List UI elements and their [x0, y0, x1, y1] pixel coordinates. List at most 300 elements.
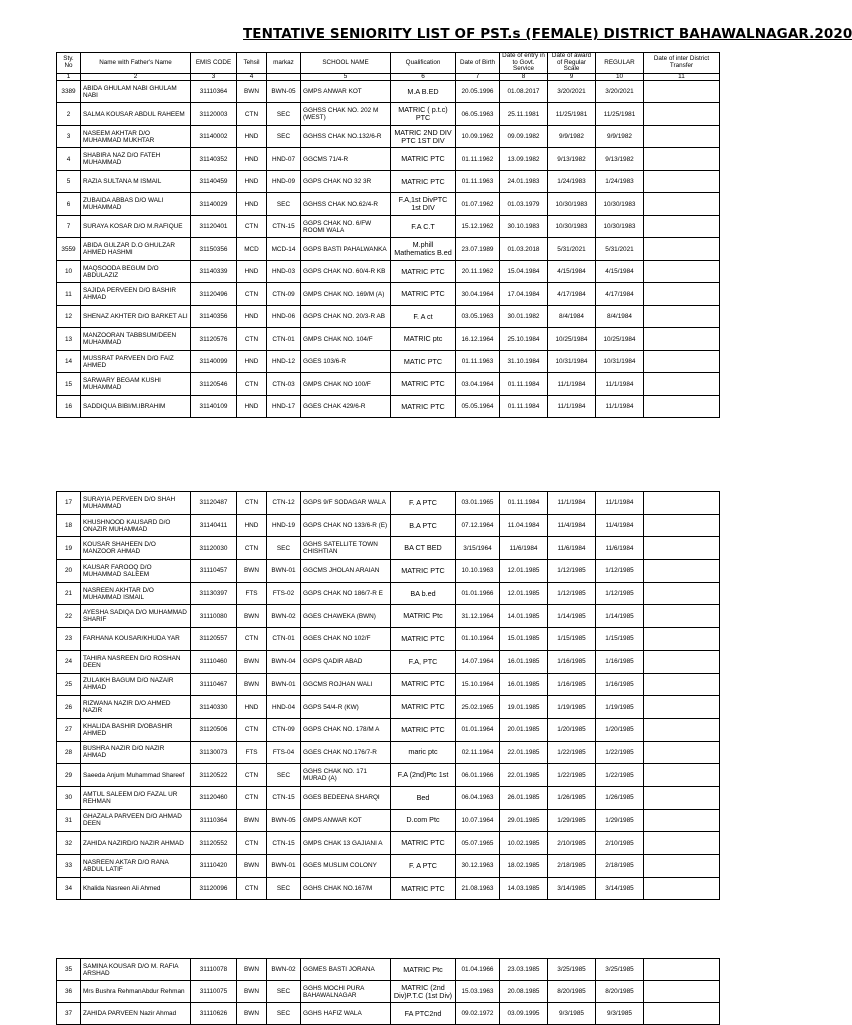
cell-tehsil: BWN — [237, 605, 267, 628]
cell-markaz: SEC — [267, 193, 301, 216]
cell-regular: 1/14/1985 — [596, 605, 644, 628]
cell-markaz: FTS-02 — [267, 582, 301, 605]
cell-sty-no: 19 — [57, 537, 81, 560]
cell-date-of-award: 4/15/1984 — [548, 260, 596, 283]
cell-markaz: HND-06 — [267, 305, 301, 328]
cell-date-of-entry: 01.11.1984 — [500, 373, 548, 396]
cell-tehsil: FTS — [237, 741, 267, 764]
cell-sty-no: 29 — [57, 764, 81, 787]
cell-tehsil: HND — [237, 696, 267, 719]
cell-regular: 9/3/1985 — [596, 1003, 644, 1025]
cell-sty-no: 36 — [57, 981, 81, 1003]
table-row — [57, 741, 720, 764]
cell-emis-code: 31110075 — [191, 981, 237, 1003]
cell-date-of-birth: 03.01.1965 — [456, 492, 500, 515]
cell-qualification: F. A ct — [391, 305, 456, 328]
cell-tehsil: BWN — [237, 1003, 267, 1025]
cell-date-of-birth: 01.01.1964 — [456, 718, 500, 741]
cell-date-of-award: 8/20/1985 — [548, 981, 596, 1003]
cell-qualification: MATRIC PTC — [391, 148, 456, 171]
cell-date-of-transfer — [644, 855, 720, 878]
table-row — [57, 125, 720, 148]
col-number-date-of-birth: 7 — [456, 73, 500, 80]
cell-date-of-transfer — [644, 809, 720, 832]
cell-regular: 1/20/1985 — [596, 718, 644, 741]
cell-sty-no: 10 — [57, 260, 81, 283]
cell-name: Mrs Bushra RehmanAbdur Rehman — [81, 981, 191, 1003]
cell-name: Saeeda Anjum Muhammad Shareef — [81, 764, 191, 787]
cell-date-of-transfer — [644, 560, 720, 583]
cell-name: SADDIQUA BIBI/M.IBRAHIM — [81, 395, 191, 418]
cell-date-of-birth: 20.11.1962 — [456, 260, 500, 283]
cell-date-of-birth: 01.11.1962 — [456, 148, 500, 171]
cell-markaz: SEC — [267, 1003, 301, 1025]
cell-name: MAQSOODA BEGUM D/O ABDULAZIZ — [81, 260, 191, 283]
cell-date-of-award: 1/19/1985 — [548, 696, 596, 719]
cell-date-of-birth: 14.07.1964 — [456, 650, 500, 673]
cell-date-of-award: 11/1/1984 — [548, 395, 596, 418]
cell-name: TAHIRA NASREEN D/O ROSHAN DEEN — [81, 650, 191, 673]
cell-emis-code: 31140109 — [191, 395, 237, 418]
seniority-table-section-3 — [56, 958, 720, 1025]
cell-date-of-transfer — [644, 238, 720, 261]
cell-school-name: GGHSS CHAK NO.132/6-R — [301, 125, 391, 148]
cell-markaz: SEC — [267, 537, 301, 560]
cell-emis-code: 31120506 — [191, 718, 237, 741]
cell-date-of-award: 8/4/1984 — [548, 305, 596, 328]
col-number-name: 2 — [81, 73, 191, 80]
cell-school-name: GGPS CHAK NO. 60/4-R KB — [301, 260, 391, 283]
cell-sty-no: 33 — [57, 855, 81, 878]
cell-markaz: CTN-01 — [267, 328, 301, 351]
table-row — [57, 514, 720, 537]
cell-regular: 1/12/1985 — [596, 560, 644, 583]
cell-qualification: M.A B.ED — [391, 80, 456, 103]
cell-markaz: BWN-01 — [267, 855, 301, 878]
cell-school-name: GGES MUSLIM COLONY — [301, 855, 391, 878]
cell-school-name: GGES BEDEENA SHARQI — [301, 786, 391, 809]
cell-date-of-birth: 20.05.1996 — [456, 80, 500, 103]
cell-date-of-birth: 06.05.1963 — [456, 103, 500, 126]
cell-school-name: GGHS HAFIZ WALA — [301, 1003, 391, 1025]
cell-date-of-birth: 03.04.1964 — [456, 373, 500, 396]
cell-school-name: GMPS ANWAR KOT — [301, 80, 391, 103]
table-row — [57, 148, 720, 171]
cell-date-of-birth: 01.11.1963 — [456, 350, 500, 373]
cell-date-of-transfer — [644, 673, 720, 696]
cell-tehsil: BWN — [237, 673, 267, 696]
cell-tehsil: CTN — [237, 283, 267, 306]
cell-date-of-entry: 09.09.1982 — [500, 125, 548, 148]
cell-qualification: FA PTC2nd — [391, 1003, 456, 1025]
cell-date-of-transfer — [644, 696, 720, 719]
cell-school-name: GGES CHAK NO.176/7-R — [301, 741, 391, 764]
cell-emis-code: 31110420 — [191, 855, 237, 878]
cell-name: NASEEM AKHTAR D/O MUHAMMAD MUKHTAR — [81, 125, 191, 148]
col-number-qualification: 6 — [391, 73, 456, 80]
cell-date-of-birth: 15.03.1963 — [456, 981, 500, 1003]
cell-date-of-award: 1/16/1985 — [548, 650, 596, 673]
cell-school-name: GGCMS JHOLAN ARAIAN — [301, 560, 391, 583]
cell-date-of-transfer — [644, 582, 720, 605]
cell-school-name: GGES CHAWEKA (BWN) — [301, 605, 391, 628]
cell-tehsil: MCD — [237, 238, 267, 261]
cell-regular: 10/25/1984 — [596, 328, 644, 351]
cell-name: KAUSAR FAROOQ D/O MUHAMMAD SALEEM — [81, 560, 191, 583]
table-row — [57, 305, 720, 328]
cell-name: Khalida Nasreen Ali Ahmed — [81, 877, 191, 900]
cell-name: RAZIA SULTANA M ISMAIL — [81, 170, 191, 193]
table-row — [57, 492, 720, 515]
cell-qualification: B.A PTC — [391, 514, 456, 537]
cell-regular: 4/17/1984 — [596, 283, 644, 306]
cell-tehsil: HND — [237, 193, 267, 216]
cell-date-of-birth: 10.07.1964 — [456, 809, 500, 832]
cell-tehsil: CTN — [237, 786, 267, 809]
cell-name: SALMA KOUSAR ABDUL RAHEEM — [81, 103, 191, 126]
cell-school-name: GGPS CHAK NO 186/7-R E — [301, 582, 391, 605]
cell-date-of-award: 5/31/2021 — [548, 238, 596, 261]
cell-name: SURAYIA PERVEEN D/O SHAH MUHAMMAD — [81, 492, 191, 515]
cell-regular: 5/31/2021 — [596, 238, 644, 261]
cell-qualification: MATRIC ( p.t.c) PTC — [391, 103, 456, 126]
cell-regular: 8/4/1984 — [596, 305, 644, 328]
table-row — [57, 877, 720, 900]
cell-school-name: GGPS 54/4-R (KW) — [301, 696, 391, 719]
cell-date-of-transfer — [644, 764, 720, 787]
cell-date-of-transfer — [644, 193, 720, 216]
table-row — [57, 786, 720, 809]
cell-date-of-birth: 07.12.1964 — [456, 514, 500, 537]
cell-name: RIZWANA NAZIR D/O AHMED NAZIR — [81, 696, 191, 719]
header-regular: REGULAR — [596, 53, 644, 74]
table-row — [57, 673, 720, 696]
cell-tehsil: HND — [237, 260, 267, 283]
cell-date-of-award: 11/1/1984 — [548, 492, 596, 515]
cell-markaz: CTN-09 — [267, 718, 301, 741]
cell-date-of-transfer — [644, 650, 720, 673]
cell-tehsil: CTN — [237, 537, 267, 560]
cell-school-name: GGPS 9/F SODAGAR WALA — [301, 492, 391, 515]
cell-qualification: MATRIC PTC — [391, 560, 456, 583]
cell-name: ABIDA GULZAR D.O GHULZAR AHMED HASHMI — [81, 238, 191, 261]
cell-name: AMTUL SALEEM D/O FAZAL UR REHMAN — [81, 786, 191, 809]
cell-date-of-transfer — [644, 1003, 720, 1025]
cell-qualification: Bed — [391, 786, 456, 809]
cell-qualification: MATRIC PTC — [391, 718, 456, 741]
cell-sty-no: 5 — [57, 170, 81, 193]
cell-regular: 1/26/1985 — [596, 786, 644, 809]
cell-emis-code: 31140339 — [191, 260, 237, 283]
cell-date-of-award: 11/6/1984 — [548, 537, 596, 560]
cell-date-of-birth: 31.12.1964 — [456, 605, 500, 628]
cell-qualification: MATRIC 2ND DIV PTC 1ST DIV — [391, 125, 456, 148]
cell-date-of-entry: 25.11.1981 — [500, 103, 548, 126]
cell-school-name: GMPS CHAK NO. 169/M (A) — [301, 283, 391, 306]
cell-emis-code: 31110467 — [191, 673, 237, 696]
cell-regular: 11/1/1984 — [596, 395, 644, 418]
cell-name: SHENAZ AKHTER D/O BARKET ALI — [81, 305, 191, 328]
cell-date-of-award: 9/13/1982 — [548, 148, 596, 171]
header-qualification: Qualification — [391, 53, 456, 74]
cell-date-of-award: 1/22/1985 — [548, 764, 596, 787]
cell-tehsil: CTN — [237, 764, 267, 787]
cell-date-of-award: 10/31/1984 — [548, 350, 596, 373]
cell-qualification: M.phill Mathematics B.ed — [391, 238, 456, 261]
cell-regular: 1/12/1985 — [596, 582, 644, 605]
cell-qualification: F.A,1st DivPTC 1st DIV — [391, 193, 456, 216]
cell-qualification: MATRIC PTC — [391, 696, 456, 719]
cell-school-name: GGHSS CHAK NO.62/4-R — [301, 193, 391, 216]
cell-tehsil: CTN — [237, 628, 267, 651]
cell-date-of-transfer — [644, 514, 720, 537]
table-row — [57, 959, 720, 981]
cell-date-of-birth: 09.02.1972 — [456, 1003, 500, 1025]
page-title: TENTATIVE SENIORITY LIST OF PST.s (FEMALE) DISTRICT BAHAWALNAGAR.2020 — [243, 26, 852, 42]
cell-school-name: GGCMS 71/4-R — [301, 148, 391, 171]
table-row — [57, 605, 720, 628]
cell-sty-no: 3559 — [57, 238, 81, 261]
cell-markaz: HND-17 — [267, 395, 301, 418]
cell-markaz: SEC — [267, 877, 301, 900]
cell-date-of-entry: 12.01.1985 — [500, 582, 548, 605]
cell-emis-code: 31120401 — [191, 215, 237, 238]
cell-tehsil: CTN — [237, 103, 267, 126]
cell-markaz: HND-04 — [267, 696, 301, 719]
cell-school-name: GGPS QADIR ABAD — [301, 650, 391, 673]
cell-name: ZAHIDA PARVEEN Nazir Ahmad — [81, 1003, 191, 1025]
cell-date-of-entry: 30.01.1982 — [500, 305, 548, 328]
cell-markaz: HND-03 — [267, 260, 301, 283]
cell-school-name: GMPS ANWAR KOT — [301, 809, 391, 832]
cell-regular: 2/18/1985 — [596, 855, 644, 878]
cell-qualification: MATRIC PTC — [391, 673, 456, 696]
cell-emis-code: 31140002 — [191, 125, 237, 148]
cell-tehsil: BWN — [237, 650, 267, 673]
cell-regular: 1/29/1985 — [596, 809, 644, 832]
cell-school-name: GMPS CHAK NO 100/F — [301, 373, 391, 396]
cell-date-of-award: 3/25/1985 — [548, 959, 596, 981]
table-row — [57, 283, 720, 306]
cell-date-of-birth: 01.11.1963 — [456, 170, 500, 193]
cell-date-of-award: 3/20/2021 — [548, 80, 596, 103]
cell-date-of-award: 3/14/1985 — [548, 877, 596, 900]
cell-sty-no: 7 — [57, 215, 81, 238]
cell-tehsil: HND — [237, 148, 267, 171]
cell-qualification: MATRIC PTC — [391, 877, 456, 900]
cell-markaz: CTN-15 — [267, 786, 301, 809]
cell-sty-no: 18 — [57, 514, 81, 537]
cell-sty-no: 6 — [57, 193, 81, 216]
cell-date-of-entry: 22.01.1985 — [500, 741, 548, 764]
cell-emis-code: 31110460 — [191, 650, 237, 673]
cell-school-name: GGMES BASTI JORANA — [301, 959, 391, 981]
cell-name: MANZOORAN TABBSUM/DEEN MUHAMMAD — [81, 328, 191, 351]
cell-date-of-entry: 15.01.1985 — [500, 628, 548, 651]
cell-date-of-transfer — [644, 786, 720, 809]
cell-name: ZUBAIDA ABBAS D/O WALI MUHAMMAD — [81, 193, 191, 216]
cell-date-of-birth: 15.10.1964 — [456, 673, 500, 696]
cell-school-name: GGPS CHAK NO 32 3R — [301, 170, 391, 193]
cell-emis-code: 31120576 — [191, 328, 237, 351]
cell-date-of-birth: 10.10.1963 — [456, 560, 500, 583]
cell-emis-code: 31140029 — [191, 193, 237, 216]
cell-markaz: CTN-15 — [267, 215, 301, 238]
cell-markaz: CTN-03 — [267, 373, 301, 396]
cell-date-of-transfer — [644, 877, 720, 900]
table-row — [57, 582, 720, 605]
cell-sty-no: 24 — [57, 650, 81, 673]
col-number-markaz — [267, 73, 301, 80]
cell-date-of-entry: 17.04.1984 — [500, 283, 548, 306]
cell-date-of-transfer — [644, 832, 720, 855]
cell-qualification: MATRIC ptc — [391, 328, 456, 351]
cell-date-of-award: 1/24/1983 — [548, 170, 596, 193]
cell-sty-no: 16 — [57, 395, 81, 418]
cell-school-name: GGES 103/6-R — [301, 350, 391, 373]
cell-date-of-birth: 21.08.1963 — [456, 877, 500, 900]
header-emis-code: EMIS CODE — [191, 53, 237, 74]
cell-date-of-entry: 14.03.1985 — [500, 877, 548, 900]
cell-emis-code: 31110078 — [191, 959, 237, 981]
cell-date-of-entry: 19.01.1985 — [500, 696, 548, 719]
cell-markaz: SEC — [267, 103, 301, 126]
cell-sty-no: 35 — [57, 959, 81, 981]
cell-name: AYESHA SADIQA D/O MUHAMMAD SHARIF — [81, 605, 191, 628]
cell-date-of-birth: 06.01.1966 — [456, 764, 500, 787]
col-number-date-of-entry: 8 — [500, 73, 548, 80]
cell-qualification: MATRIC Ptc — [391, 959, 456, 981]
cell-emis-code: 31110080 — [191, 605, 237, 628]
cell-tehsil: BWN — [237, 981, 267, 1003]
cell-regular: 1/16/1985 — [596, 673, 644, 696]
table-row — [57, 696, 720, 719]
cell-date-of-entry: 18.02.1985 — [500, 855, 548, 878]
table-row — [57, 560, 720, 583]
cell-markaz: SEC — [267, 125, 301, 148]
cell-markaz: HND-12 — [267, 350, 301, 373]
cell-date-of-entry: 03.09.1995 — [500, 1003, 548, 1025]
cell-date-of-award: 10/25/1984 — [548, 328, 596, 351]
cell-school-name: GGES CHAK NO 102/F — [301, 628, 391, 651]
cell-date-of-entry: 16.01.1985 — [500, 673, 548, 696]
cell-emis-code: 31120096 — [191, 877, 237, 900]
cell-date-of-transfer — [644, 741, 720, 764]
cell-sty-no: 13 — [57, 328, 81, 351]
cell-tehsil: BWN — [237, 809, 267, 832]
cell-regular: 11/25/1981 — [596, 103, 644, 126]
cell-qualification: BA b.ed — [391, 582, 456, 605]
cell-sty-no: 12 — [57, 305, 81, 328]
cell-date-of-entry: 30.10.1983 — [500, 215, 548, 238]
cell-date-of-transfer — [644, 373, 720, 396]
cell-sty-no: 34 — [57, 877, 81, 900]
cell-date-of-transfer — [644, 283, 720, 306]
cell-markaz: BWN-01 — [267, 560, 301, 583]
cell-markaz: BWN-05 — [267, 809, 301, 832]
cell-date-of-award: 2/18/1985 — [548, 855, 596, 878]
cell-date-of-award: 11/4/1984 — [548, 514, 596, 537]
cell-regular: 3/25/1985 — [596, 959, 644, 981]
cell-date-of-award: 4/17/1984 — [548, 283, 596, 306]
cell-regular: 10/30/1983 — [596, 193, 644, 216]
cell-date-of-transfer — [644, 395, 720, 418]
cell-regular: 11/1/1984 — [596, 373, 644, 396]
cell-date-of-award: 1/12/1985 — [548, 560, 596, 583]
cell-markaz: HND-19 — [267, 514, 301, 537]
cell-date-of-transfer — [644, 215, 720, 238]
table-row — [57, 764, 720, 787]
cell-qualification: F.A (2nd)Ptc 1st — [391, 764, 456, 787]
table-row — [57, 855, 720, 878]
cell-date-of-entry: 16.01.1985 — [500, 650, 548, 673]
cell-tehsil: BWN — [237, 80, 267, 103]
cell-date-of-birth: 01.04.1966 — [456, 959, 500, 981]
cell-regular: 1/15/1985 — [596, 628, 644, 651]
cell-sty-no: 3389 — [57, 80, 81, 103]
cell-qualification: MATRIC PTC — [391, 628, 456, 651]
cell-emis-code: 31140352 — [191, 148, 237, 171]
cell-qualification: MATRIC PTC — [391, 373, 456, 396]
cell-date-of-award: 1/26/1985 — [548, 786, 596, 809]
cell-date-of-transfer — [644, 350, 720, 373]
cell-regular: 9/13/1982 — [596, 148, 644, 171]
table-row — [57, 170, 720, 193]
cell-markaz: SEC — [267, 981, 301, 1003]
table-row — [57, 809, 720, 832]
cell-qualification: F. A PTC — [391, 492, 456, 515]
cell-date-of-award: 1/14/1985 — [548, 605, 596, 628]
cell-emis-code: 31120030 — [191, 537, 237, 560]
cell-name: NASREEN AKHTAR D/O MUHAMMAD ISMAIL — [81, 582, 191, 605]
cell-emis-code: 31120557 — [191, 628, 237, 651]
cell-school-name: GGPS CHAK NO. 20/3-R AB — [301, 305, 391, 328]
cell-date-of-transfer — [644, 981, 720, 1003]
cell-name: SAJIDA PERVEEN D/O BASHIR AHMAD — [81, 283, 191, 306]
cell-date-of-entry: 20.08.1985 — [500, 981, 548, 1003]
cell-school-name: GGCMS ROJHAN WALI — [301, 673, 391, 696]
cell-tehsil: BWN — [237, 855, 267, 878]
cell-emis-code: 31120552 — [191, 832, 237, 855]
cell-date-of-transfer — [644, 492, 720, 515]
cell-date-of-entry: 12.01.1985 — [500, 560, 548, 583]
cell-date-of-entry: 23.03.1985 — [500, 959, 548, 981]
table-row — [57, 193, 720, 216]
cell-sty-no: 26 — [57, 696, 81, 719]
cell-qualification: MATRIC PTC — [391, 260, 456, 283]
cell-date-of-entry: 10.02.1985 — [500, 832, 548, 855]
cell-qualification: MATRIC PTC — [391, 395, 456, 418]
cell-markaz: BWN-02 — [267, 605, 301, 628]
header-date-of-award: Date of award of Regular Scale — [548, 53, 596, 74]
cell-regular: 11/6/1984 — [596, 537, 644, 560]
cell-qualification: MATRIC (2nd Div)P.T.C (1st Div) — [391, 981, 456, 1003]
cell-date-of-entry: 25.10.1984 — [500, 328, 548, 351]
cell-sty-no: 22 — [57, 605, 81, 628]
col-number-emis-code: 3 — [191, 73, 237, 80]
cell-date-of-transfer — [644, 125, 720, 148]
cell-date-of-award: 2/10/1985 — [548, 832, 596, 855]
cell-regular: 8/20/1985 — [596, 981, 644, 1003]
cell-sty-no: 3 — [57, 125, 81, 148]
cell-markaz: BWN-05 — [267, 80, 301, 103]
cell-sty-no: 25 — [57, 673, 81, 696]
cell-date-of-award: 1/16/1985 — [548, 673, 596, 696]
cell-name: ZULAIKH BAGUM D/O NAZAIR AHMAD — [81, 673, 191, 696]
cell-emis-code: 31110457 — [191, 560, 237, 583]
table-row — [57, 103, 720, 126]
cell-school-name: GGHS SATELLITE TOWN CHISHTIAN — [301, 537, 391, 560]
